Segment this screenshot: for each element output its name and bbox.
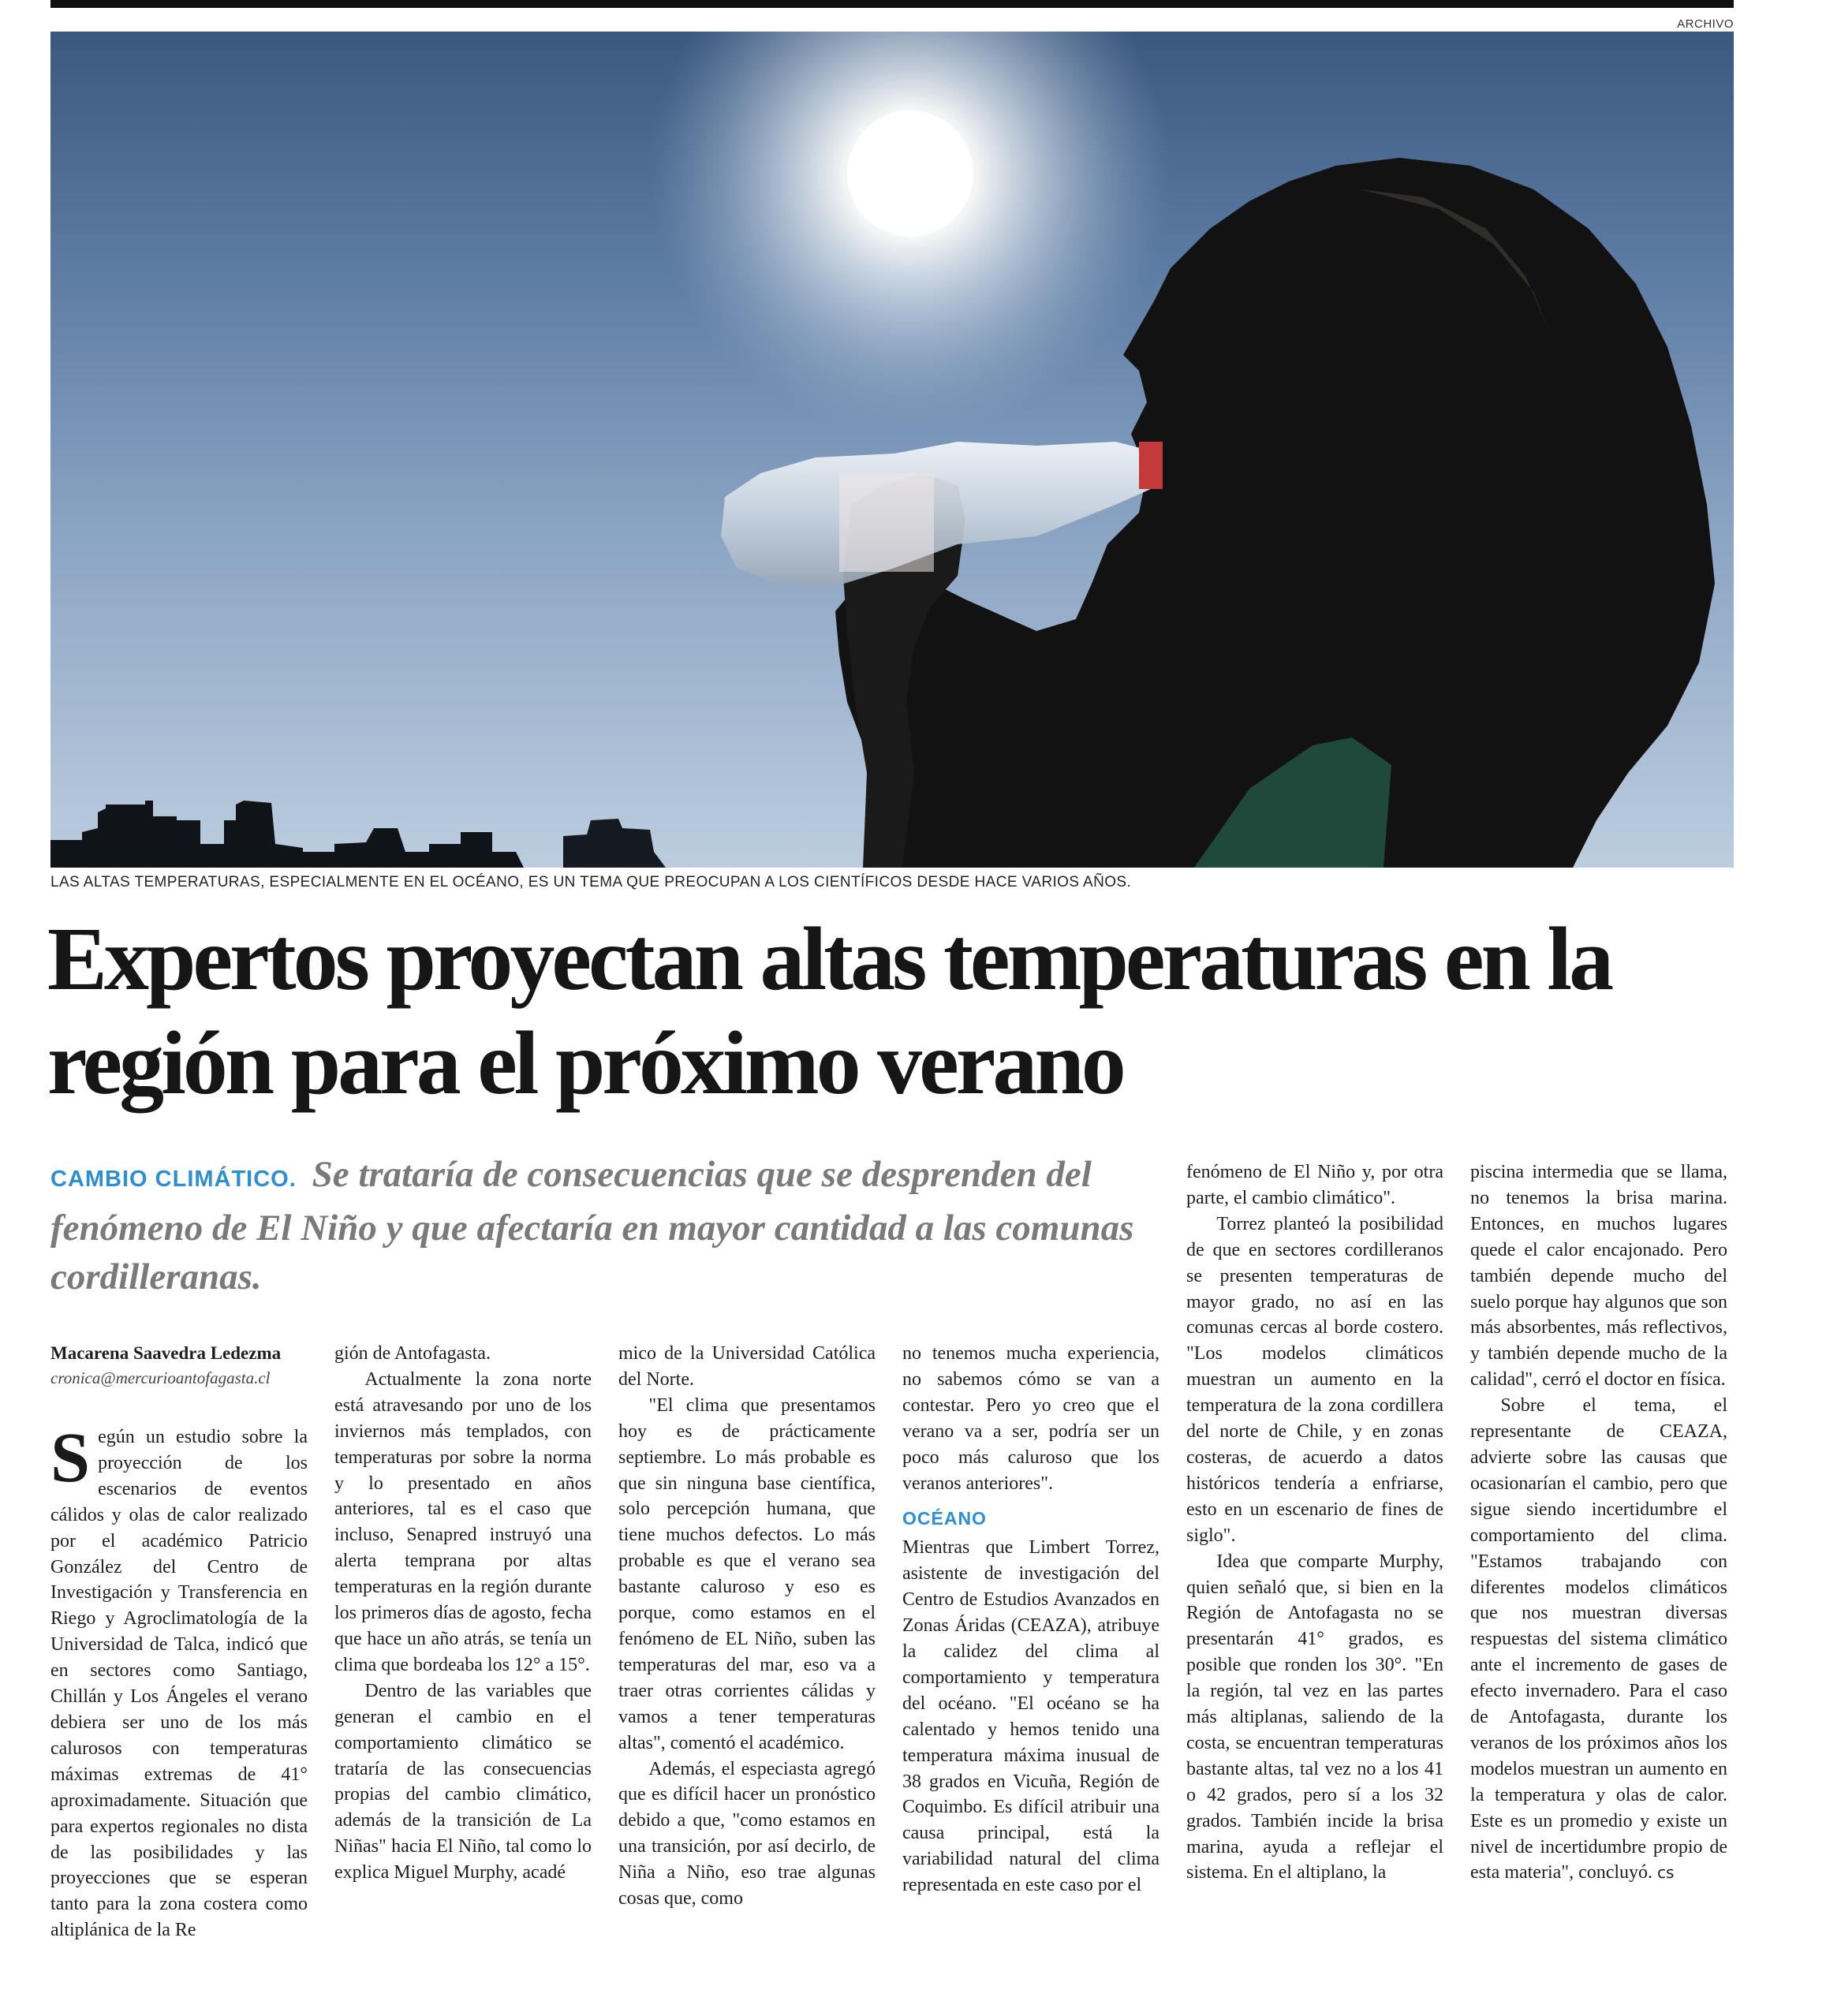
article-column-6 (1470, 1159, 1727, 1886)
article-paragraph-8: Idea que comparte Murphy, quien señaló que, si bien en la Región de Antofagasta no se presentarán 41° grados, es posible que ronden los 30°. "En la región, tal vez en las partes más altiplanas, saliendo de la costa, se encuentran temperaturas bastante altas, tal vez no a los 41 o 42 grados, pero sí a los 32 grados. También incide la brisa marina, ayuda a reflejar el sistema. En el altiplano, la (1186, 1551, 1443, 1883)
top-rule (50, 0, 1734, 8)
article-column-3 (618, 1341, 876, 1912)
drop-cap: S (50, 1419, 91, 1497)
bottle-cap (1139, 442, 1163, 489)
photo-caption: LAS ALTAS TEMPERATURAS, ESPECIALMENTE EN EL OCÉANO, ES UN TEMA QUE PREOCUPAN A LOS CIENTÍFICOS DESDE HACE VARIOS AÑOS. (50, 874, 1132, 890)
article-paragraph-1: Según un estudio sobre la proyección de los escenarios de eventos cálidos y olas de calor realizado por el académico Patricio González del Centro de Investigación y Transferencia en Riego y Agroclimatología de la Universidad de Talca, indicó que en sectores como Santiago, Chillán y Los Ángeles el verano debiera ser uno de los más calurosos con temperaturas máximas extremas de 41° aproximadamente. Situación que para expertos regionales no dista de las posibilidades y las proyecciones que se esperan tanto para la zona costera como altiplánica de la Re (50, 1419, 308, 1941)
section-kicker: CAMBIO CLIMÁTICO. (50, 1167, 297, 1192)
end-mark-icon: cs (1657, 1863, 1675, 1883)
byline-author: Macarena Saavedra Ledezma (50, 1343, 282, 1363)
lead-text: Se trataría de consecuencias que se desprenden del fenómeno de El Niño y que afectaría en mayor cantidad a las comunas cordilleranas. (50, 1154, 1134, 1297)
city-skyline-right (563, 819, 666, 868)
article-paragraph-6: Mientras que Limbert Torrez, asistente de investigación del Centro de Estudios Avanzados en Zonas Áridas (CEAZA), atribuye la calidez del clima al comportamiento y temperatura del océano. "El océano se ha calentado y hemos tenido una temperatura máxima inusual de 38 grados en Vicuña, Región de Coquimbo. Es difícil atribuir una causa principal, está la variabilidad natural del clima representada en este caso por el (902, 1537, 1159, 1896)
article-paragraph-4: "El clima que presentamos hoy es de prácticamente septiembre. Lo más probable es que sin ninguna base científica, solo percepción humana, que tiene muchos defectos. Lo más probable es que el verano sea bastante caluroso y eso es porque, como estamos en el fenómeno de EL Niño, suben las temperaturas del mar, eso va a traer otras corrientes cálidas y vamos a tener temperaturas altas", comentó el académico. (618, 1394, 876, 1753)
article-column-1 (50, 1341, 308, 1943)
article-column-2 (334, 1341, 592, 1886)
article-paragraph-2: Actualmente la zona norte está atravesando por uno de los inviernos más templados, con temperaturas por sobre la norma y lo presentado en años anteriores, tal es el caso que incluso, Senapred instruyó una alerta temprana por altas temperaturas en la región durante los primeros días de agosto, fecha que hace un año atrás, se tenía un clima que bordeaba los 12° a 15°. (334, 1368, 592, 1675)
byline-email[interactable]: cronica@mercurioantofagasta.cl (50, 1368, 271, 1387)
bottle-label (839, 473, 934, 572)
subhead-oceano: OCÉANO (902, 1508, 987, 1529)
article-paragraph-9: Sobre el tema, el representante de CEAZA, advierte sobre las causas que ocasionarían el cambio, pero que sigue siendo incertidumbre el comportamiento del clima. "Estamos trabajando con diferentes modelos climáticos que nos muestran diversas respuestas del sistema climático ante el incremento de gases de efecto invernadero. Para el caso de Antofagasta, durante los veranos de los próximos años los modelos muestran un aumento en la temperatura y olas de calor. Este es un promedio y existe un nivel de incertidumbre propio de esta materia", concluyó. cs (1470, 1395, 1727, 1883)
article-paragraph-8-cont: piscina intermedia que se llama, no tenemos la brisa marina. Entonces, en muchos lugares quede el calor encajonado. Pero también depende mucho del suelo porque hay algunos que son más absorbentes, más reflectivos, y también depende mucho de la calidad", cerró el doctor en física. (1470, 1162, 1727, 1391)
article-paragraph-5: Además, el especiasta agregó que es difícil hacer un pronóstico debido a que, "como estamos en una transición, por así decirlo, de Niña a Niño, eso trae algunas cosas que, como (618, 1758, 876, 1910)
headline: Expertos proyectan altas temperaturas en la región para el próximo verano (47, 909, 1611, 1113)
city-skyline (50, 801, 524, 868)
article-paragraph-5-cont: no tenemos mucha experiencia, no sabemos cómo se van a contestar. Pero yo creo que el verano va a ser, podría ser un poco más caluroso que los veranos anteriores". (902, 1343, 1159, 1494)
article-photo (50, 32, 1734, 868)
article-paragraph-1-cont: gión de Antofagasta. (334, 1343, 491, 1364)
article-paragraph-7: Torrez planteó la posibilidad de que en sectores cordilleranos se presenten temperaturas de mayor grado, no así en las comunas cercas al borde costero. "Los modelos climáticos muestran un aumento en la temperatura de la zona cordillera del norte de Chile, y en zonas costeras, de acuerdo a datos históricos tendería a enfriarse, esto en un escenario de fines de siglo". (1186, 1213, 1443, 1546)
photo-credit: ARCHIVO (1677, 17, 1734, 31)
lead-paragraph (50, 1150, 1155, 1301)
article-column-4 (902, 1341, 1159, 1898)
article-column-5 (1186, 1159, 1443, 1886)
article-paragraph-6-cont: fenómeno de El Niño y, por otra parte, el cambio climático". (1186, 1162, 1443, 1208)
sun (847, 110, 973, 237)
article-paragraph-3-cont: mico de la Universidad Católica del Norte. (618, 1343, 876, 1390)
photo-illustration (50, 32, 1734, 868)
article-paragraph-3: Dentro de las variables que generan el cambio en el comportamiento climático se trataría de las consecuencias propias del cambio climático, además de la transición de La Niñas" hacia El Niño, tal como lo explica Miguel Murphy, acadé (334, 1680, 592, 1883)
